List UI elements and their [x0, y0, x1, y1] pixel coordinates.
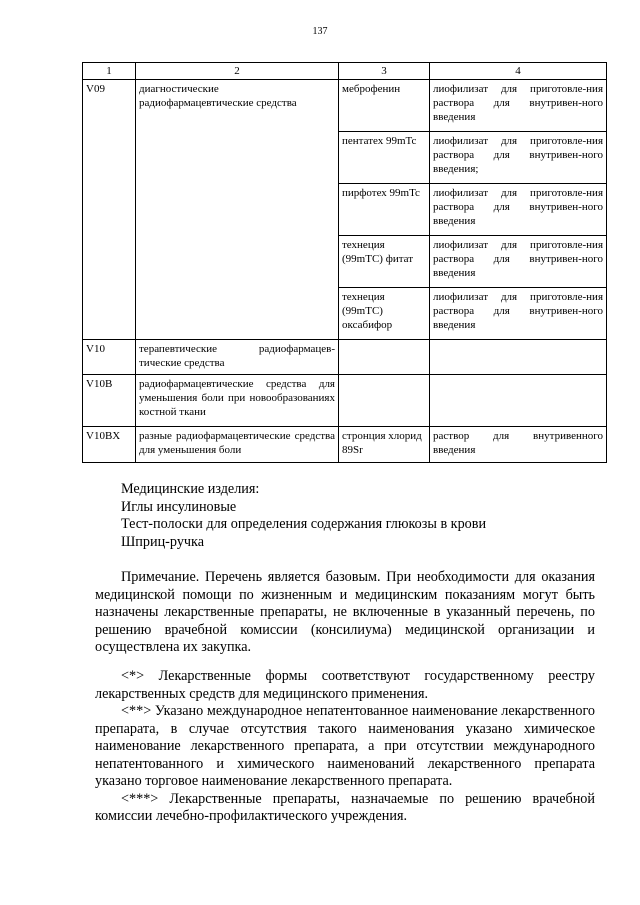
- atc-code-cell: V09: [83, 80, 136, 340]
- drug-table: [82, 62, 607, 463]
- dosage-form-cell: раствор для внутривенного введения: [430, 427, 607, 463]
- table-row: [83, 375, 607, 427]
- group-cell: радиофармацевтические средства для уменьшения боли при новообразованиях костной ткани: [136, 375, 339, 427]
- page-number: 137: [312, 26, 328, 37]
- dosage-form-cell: лиофилизат для приготовле-ния раствора для внутривен-ного введения;: [430, 132, 607, 184]
- medical-devices-heading: Медицинские изделия:: [121, 481, 260, 497]
- column-header: 2: [136, 63, 339, 80]
- list-item: Иглы инсулиновые: [121, 498, 237, 515]
- dosage-form-cell: лиофилизат для приготовле-ния раствора для внутривен-ного введения: [430, 236, 607, 288]
- dosage-form-cell: лиофилизат для приготовле-ния раствора для внутривен-ного введения: [430, 184, 607, 236]
- drug-name-cell: технеция (99mTC) фитат: [339, 236, 430, 288]
- footnote: <*> Лекарственные формы соответствуют государственному реестру лекарственных средств для медицинского применения.: [95, 668, 595, 702]
- group-cell: диагностические радиофармацевтические средства: [136, 80, 339, 340]
- note-paragraph: Примечание. Перечень является базовым. При необходимости для оказания медицинской помощи по жизненным и медицинским показаниям могут быть назначены лекарственные препараты, не включенные в указанный перечень, по решению врачебной комиссии (консилиума) медицинской организации и осуществлена их закупка.: [95, 569, 595, 655]
- dosage-form-cell: лиофилизат для приготовле-ния раствора для внутривен-ного введения: [430, 288, 607, 340]
- atc-code-cell: V10: [83, 340, 136, 375]
- drug-name-cell: стронция хлорид 89Sr: [339, 427, 430, 463]
- group-cell: терапевтические радиофармацев-тические средства: [136, 340, 339, 375]
- atc-code-cell: V10B: [83, 375, 136, 427]
- footnotes: [95, 668, 595, 826]
- medical-devices-list: [121, 481, 601, 551]
- table-header-row: [83, 63, 607, 80]
- drug-name-cell: меброфенин: [339, 80, 430, 132]
- table-row: [83, 80, 607, 132]
- footnote: <***> Лекарственные препараты, назначаемые по решению врачебной комиссии лечебно-профилактического учреждения.: [95, 790, 595, 824]
- footnote: <**> Указано международное непатентованное наименование лекарственного препарата, в случае отсутствия такого наименования указано химическое наименование лекарственного препарата, а при отсутствии международного непатентованного и химического наименований лекарственного препарата указано торговое наименование лекарственного препарата.: [95, 703, 595, 789]
- column-header: 3: [339, 63, 430, 80]
- drug-name-cell: технеция (99mTC) оксабифор: [339, 288, 430, 340]
- dosage-form-cell: лиофилизат для приготовле-ния раствора для внутривен-ного введения: [430, 80, 607, 132]
- column-header: 1: [83, 63, 136, 80]
- dosage-form-cell: [430, 375, 607, 427]
- list-item: Шприц-ручка: [121, 533, 205, 550]
- drug-name-cell: пирфотех 99mTc: [339, 184, 430, 236]
- drug-name-cell: пентатех 99mTc: [339, 132, 430, 184]
- atc-code-cell: V10BX: [83, 427, 136, 463]
- column-header: 4: [430, 63, 607, 80]
- drug-name-cell: [339, 340, 430, 375]
- dosage-form-cell: [430, 340, 607, 375]
- drug-name-cell: [339, 375, 430, 427]
- table-row: [83, 340, 607, 375]
- table-row: [83, 427, 607, 463]
- group-cell: разные радиофармацевтические средства для уменьшения боли: [136, 427, 339, 463]
- list-item: Тест-полоски для определения содержания глюкозы в крови: [121, 516, 487, 532]
